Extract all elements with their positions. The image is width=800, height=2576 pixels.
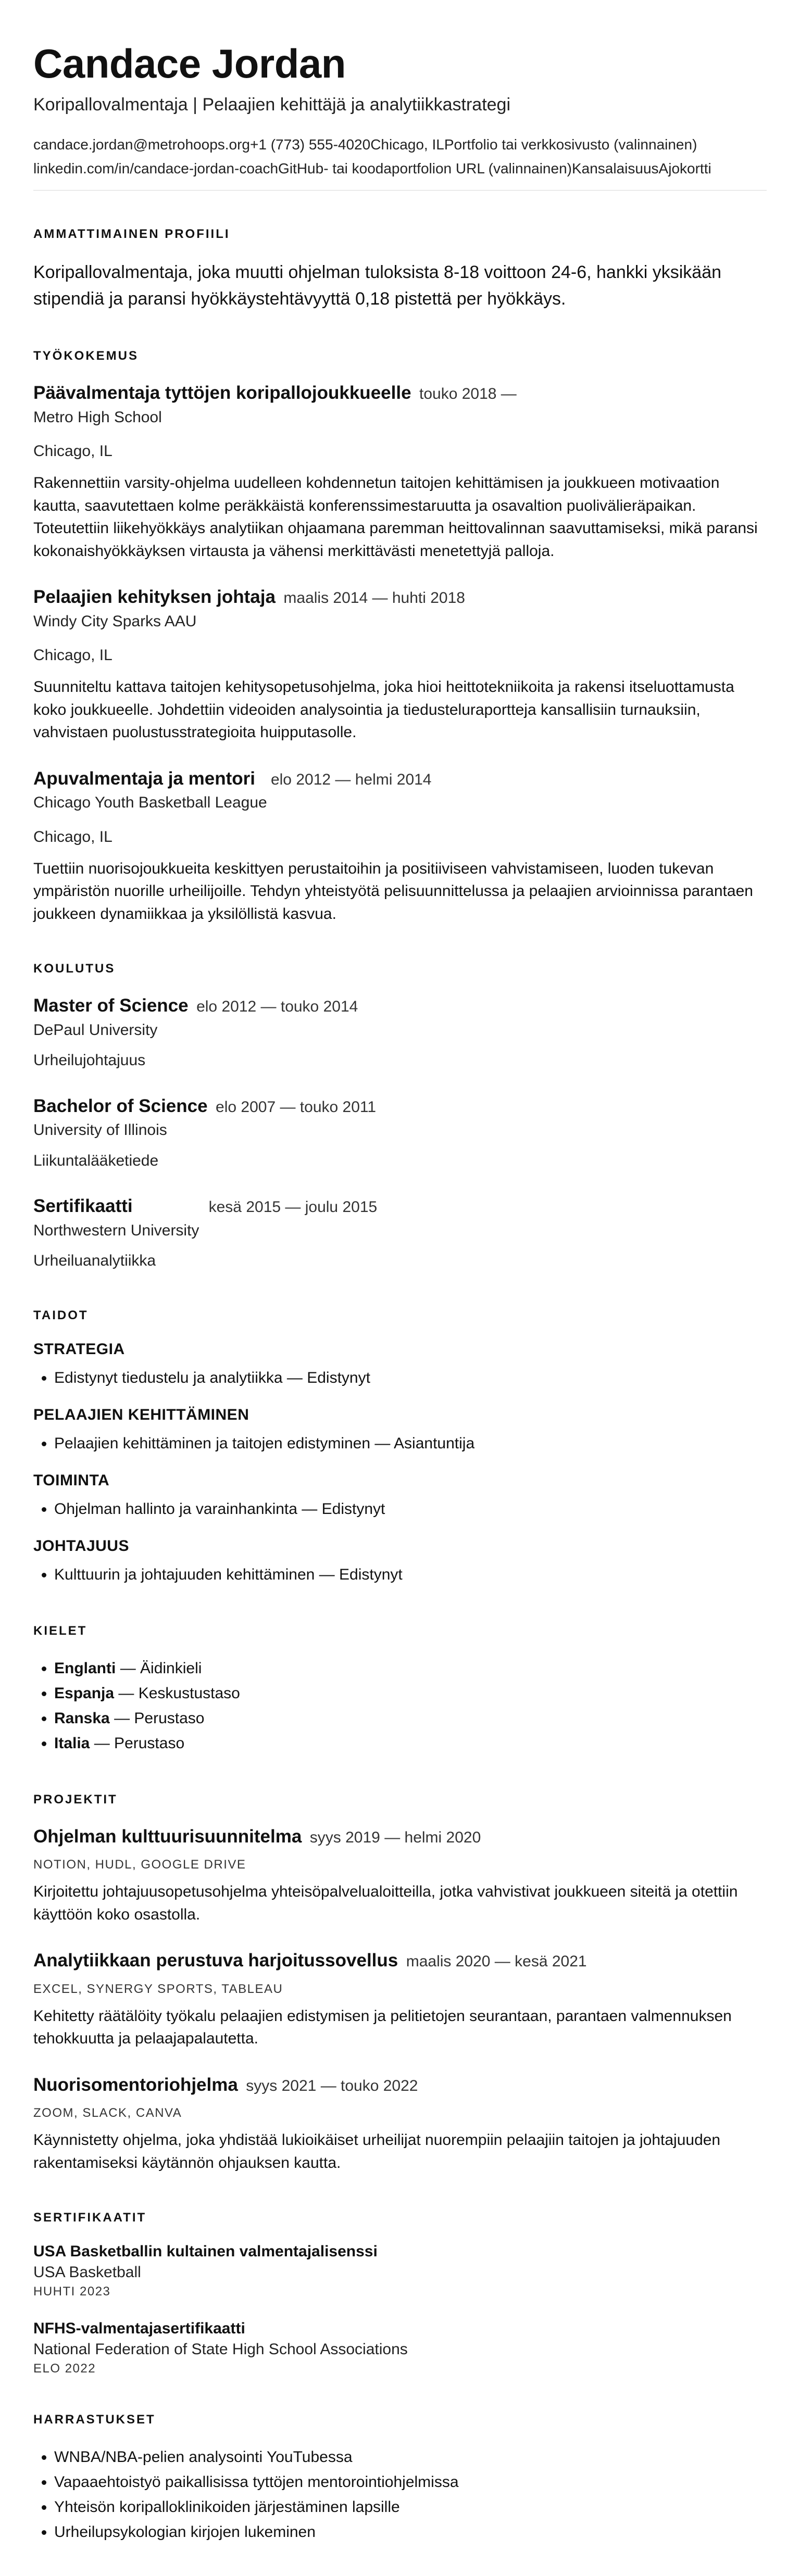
certificate-date: ELO 2022 (33, 2362, 96, 2376)
project-description: Kirjoitettu johtajuusopetusohjelma yhteisöpalvelualoitteilla, jotka vahvistivat joukkueen siteitä ja otettiin käyttöön koko osastolla. (33, 1883, 738, 1923)
hobby-list (33, 2445, 767, 2545)
email-link[interactable]: candace.jordan@metrohoops.org (33, 136, 251, 153)
degree: Master of Science (33, 995, 189, 1016)
job-location: Chicago, IL (33, 443, 113, 460)
project-title: Nuorisomentoriohjelma (33, 2074, 238, 2095)
skill-group (33, 1406, 767, 1456)
skill-item: • Kulttuurin ja johtajuuden kehittäminen — Edistynyt (54, 1562, 767, 1587)
project-title: Analytiikkaan perustuva harjoitussovellus (33, 1950, 398, 1971)
skill-group (33, 1472, 767, 1522)
hobby-item: • Yhteisön koripalloklinikoiden järjestäminen lapsille (54, 2495, 767, 2520)
candidate-name: Candace Jordan (33, 41, 346, 86)
project-date: syys 2019 — helmi 2020 (309, 1828, 481, 1846)
skill-item: • Pelaajien kehittäminen ja taitojen edistyminen — Asiantuntija (54, 1431, 767, 1456)
section-title: TYÖKOKEMUS (33, 349, 139, 363)
hobby-item: • WNBA/NBA-pelien analysointi YouTubessa (54, 2445, 767, 2470)
portfolio-link[interactable]: Portfolio tai verkkosivusto (valinnainen) (444, 136, 697, 153)
degree: Sertifikaatti (33, 1196, 133, 1217)
job-description: Tuettiin nuorisojoukkueita keskittyen perustaitoihin ja positiiviseen vahvistamiseen, luoden tukevan ympäristön nuorille urheilijoille. Tehdyn yhteistyötä pelisuunnittelussa ja pelaajien arvioinnissa parantaen joukkeen dynamiikkaa ja yksilöllistä kasvua. (33, 860, 753, 923)
github-link[interactable]: GitHub- tai koodaportfolion URL (valinnainen) (278, 160, 572, 176)
hobby-item: • Vapaaehtoistyö paikallisissa tyttöjen mentorointiohjelmissa (54, 2470, 767, 2495)
projects-section (33, 1792, 767, 2175)
job-location: Chicago, IL (33, 647, 113, 664)
experience-entry (33, 381, 767, 562)
education-entry (33, 994, 767, 1071)
skills-section (33, 1308, 767, 1587)
degree: Bachelor of Science (33, 1095, 208, 1116)
field-of-study: Urheiluanalytiikka (33, 1252, 156, 1270)
school: DePaul University (33, 1021, 158, 1039)
job-description: Suunniteltu kattava taitojen kehitysopetusohjelma, joka hioi heittotekniikoita ja rakensi itseluottamusta koko joukkueelle. Johdettiin videoiden analysointia ja tiedusteluraportteja kansallisiin turnauksiin, vahvistaen puolustusstrategioita huipputasolle. (33, 678, 734, 741)
language-level: — Perustaso (114, 1709, 205, 1727)
language-name: Italia (54, 1734, 90, 1752)
contact-line-2 (33, 157, 767, 181)
project-entry (33, 1825, 767, 1926)
field-of-study: Urheilujohtajuus (33, 1052, 146, 1069)
language-list (33, 1656, 767, 1756)
project-description: Kehitetty räätälöity työkalu pelaajien edistymisen ja pelitietojen seurantaan, parantaen valmennuksen tehokkuutta ja pelaajapalautetta. (33, 2007, 732, 2048)
phone-number[interactable]: +1 (773) 555-4020 (250, 136, 371, 153)
education-section (33, 962, 767, 1272)
hobby-item: • Urheilupsykologian kirjojen lukeminen (54, 2520, 767, 2545)
language-name: Englanti (54, 1659, 116, 1677)
section-title: KOULUTUS (33, 962, 116, 976)
language-name: Espanja (54, 1684, 115, 1702)
section-title: AMMATTIMAINEN PROFIILI (33, 227, 230, 242)
education-date: elo 2012 — touko 2014 (196, 998, 358, 1016)
skill-group-title: JOHTAJUUS (33, 1537, 129, 1555)
employer: Windy City Sparks AAU (33, 612, 197, 630)
section-title: TAIDOT (33, 1308, 89, 1322)
language-level: — Perustaso (94, 1734, 185, 1752)
project-date: maalis 2020 — kesä 2021 (406, 1953, 587, 1971)
project-title: Ohjelman kulttuurisuunnitelma (33, 1826, 302, 1847)
skill-item: • Ohjelman hallinto ja varainhankinta — Edistynyt (54, 1497, 767, 1522)
project-tools: EXCEL, SYNERGY SPORTS, TABLEAU (33, 1981, 283, 1996)
language-item (54, 1731, 767, 1756)
experience-entry (33, 585, 767, 744)
drivers-license: Ajokortti (658, 160, 711, 176)
certificate-date: HUHTI 2023 (33, 2284, 111, 2299)
profile-section (33, 227, 767, 312)
section-title: HARRASTUKSET (33, 2413, 156, 2427)
language-item (54, 1706, 767, 1731)
job-date: maalis 2014 — huhti 2018 (283, 589, 465, 607)
section-title: KIELET (33, 1623, 88, 1638)
certificate-name: NFHS-valmentajasertifikaatti (33, 2320, 245, 2338)
job-title: Pelaajien kehityksen johtaja (33, 587, 276, 608)
hobbies-section (33, 2413, 767, 2545)
field-of-study: Liikuntalääketiede (33, 1152, 159, 1169)
languages-section (33, 1624, 767, 1756)
project-tools: NOTION, HUDL, GOOGLE DRIVE (33, 1858, 246, 1872)
certificate-entry (33, 2320, 767, 2376)
section-title: SERTIFIKAATIT (33, 2211, 147, 2225)
education-entry (33, 1194, 767, 1272)
language-level: — Keskustustaso (118, 1684, 240, 1702)
experience-section (33, 349, 767, 925)
profile-summary: Koripallovalmentaja, joka muutti ohjelman tuloksista 8-18 voittoon 24-6, hankki yksikään stipendiä ja paransi hyökkäystehtävyyttä 0,18 pistettä per hyökkäys. (33, 262, 722, 309)
citizenship: Kansalaisuus (571, 160, 659, 176)
education-date: elo 2007 — touko 2011 (216, 1098, 377, 1116)
certificates-section (33, 2211, 767, 2376)
location: Chicago, IL (370, 136, 444, 153)
language-item (54, 1656, 767, 1681)
headline: Koripallovalmentaja | Pelaajien kehittäjä ja analytiikkastrategi (33, 94, 511, 115)
project-entry (33, 2073, 767, 2175)
job-title: Päävalmentaja tyttöjen koripallojoukkueelle (33, 383, 411, 403)
school: University of Illinois (33, 1121, 167, 1139)
job-date: touko 2018 — (419, 385, 517, 403)
language-item (54, 1681, 767, 1706)
job-title: Apuvalmentaja ja mentori (33, 768, 255, 789)
project-tools: ZOOM, SLACK, CANVA (33, 2106, 182, 2120)
certificate-issuer: USA Basketball (33, 2264, 141, 2281)
language-name: Ranska (54, 1709, 110, 1727)
experience-entry (33, 767, 767, 926)
contact-info (33, 133, 767, 191)
certificate-name: USA Basketballin kultainen valmentajalisenssi (33, 2243, 378, 2261)
school: Northwestern University (33, 1221, 199, 1239)
education-entry (33, 1094, 767, 1172)
skill-group-title: PELAAJIEN KEHITTÄMINEN (33, 1406, 249, 1423)
resume-header (33, 42, 767, 191)
skill-group-title: TOIMINTA (33, 1471, 110, 1489)
certificate-entry (33, 2243, 767, 2299)
project-date: syys 2021 — touko 2022 (246, 2077, 418, 2094)
section-title: PROJEKTIT (33, 1792, 118, 1807)
project-description: Käynnistetty ohjelma, joka yhdistää lukioikäiset urheilijat nuorempiin pelaajiin taitojen ja johtajuuden rakentamiseksi käytännön ohjauksen kautta. (33, 2131, 721, 2171)
skill-group (33, 1537, 767, 1587)
linkedin-link[interactable]: linkedin.com/in/candace-jordan-coach (33, 160, 279, 176)
skill-group-title: STRATEGIA (33, 1340, 125, 1358)
job-description: Rakennettiin varsity-ohjelma uudelleen kohdennetun taitojen kehittämisen ja joukkueen motivaation kautta, saavutettaen kolme peräkkäistä konferenssimestaruutta ja osavaltion puolivälieräpaikan. Toteutettiin liikehyökkäys analytiikan ohjaamana paremman heittovalinnan saavuttamiseksi, mikä paransi kokonaishyökkäyksen virtausta ja vähensi merkittävästi menetettyjä palloja. (33, 474, 758, 560)
certificate-issuer: National Federation of State High School Associations (33, 2341, 408, 2358)
employer: Chicago Youth Basketball League (33, 794, 267, 812)
job-location: Chicago, IL (33, 828, 113, 845)
contact-line-1 (33, 133, 767, 157)
language-level: — Äidinkieli (120, 1659, 202, 1677)
education-date: kesä 2015 — joulu 2015 (208, 1198, 378, 1216)
project-entry (33, 1949, 767, 2050)
skill-item: • Edistynyt tiedustelu ja analytiikka — Edistynyt (54, 1366, 767, 1391)
job-date: elo 2012 — helmi 2014 (270, 771, 432, 788)
skill-group (33, 1341, 767, 1391)
employer: Metro High School (33, 408, 162, 426)
